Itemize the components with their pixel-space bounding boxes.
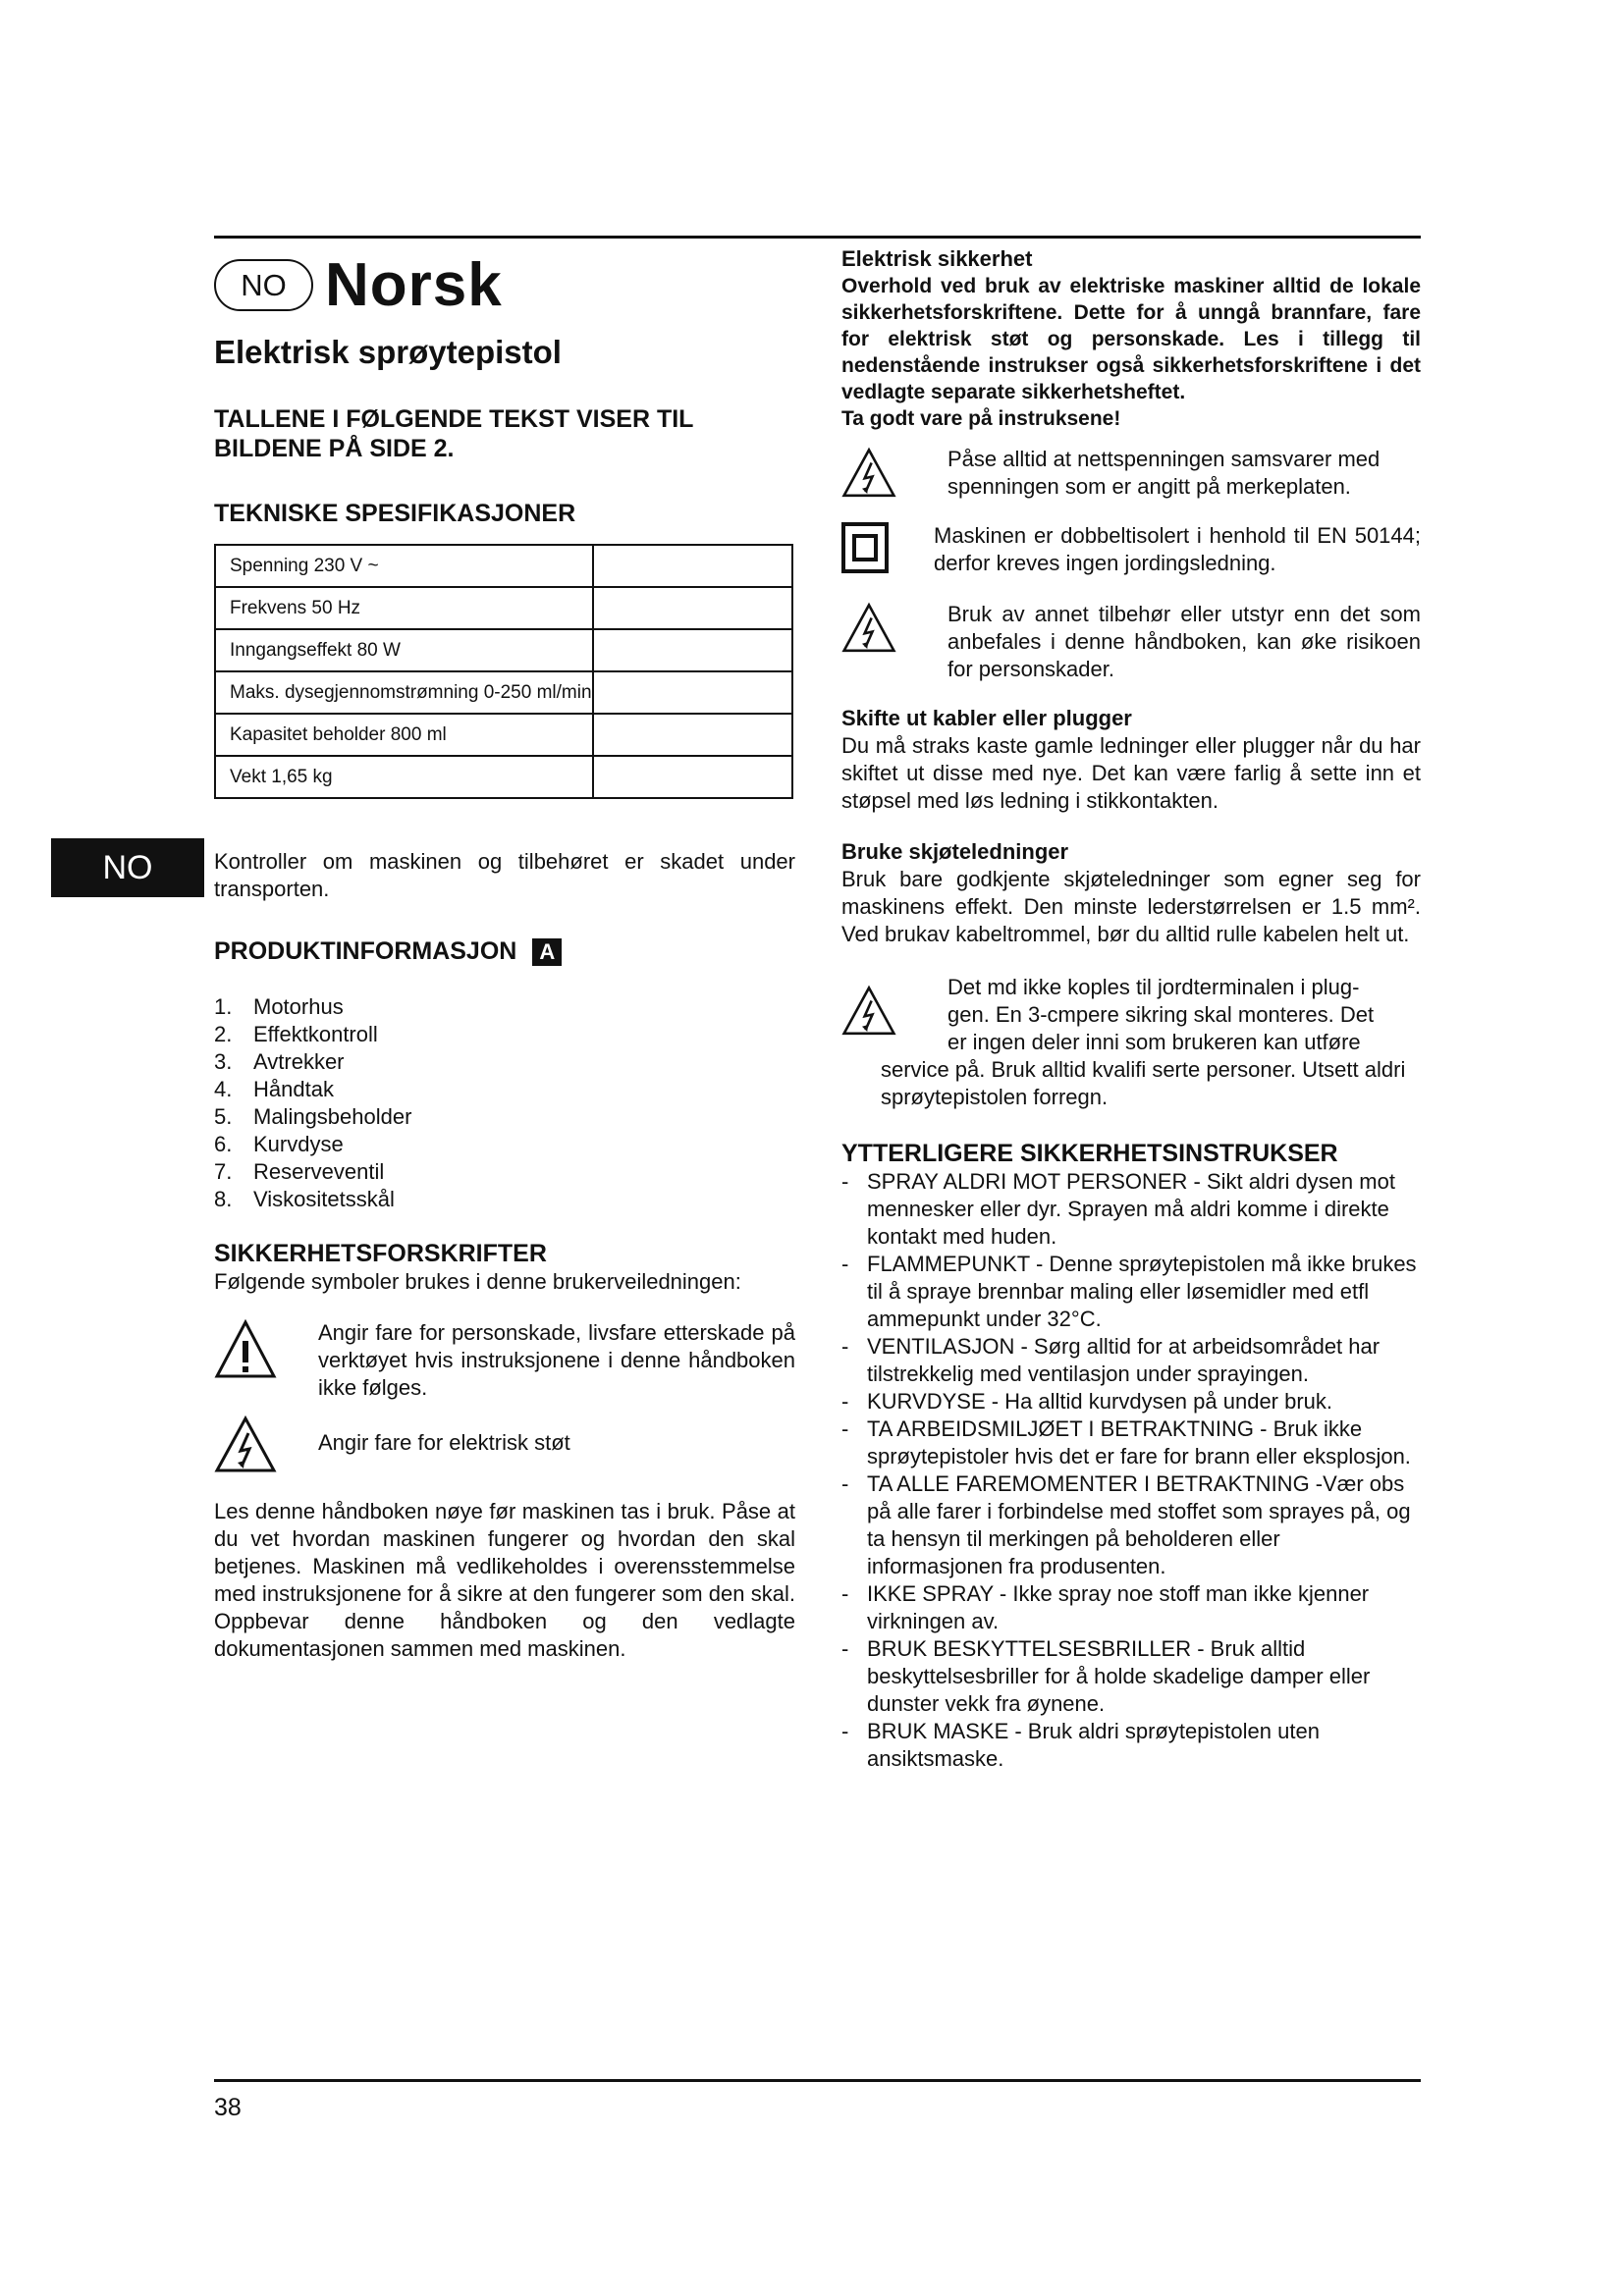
- double-insulated-row: [841, 522, 1421, 577]
- figure-ref-badge: A: [532, 938, 562, 966]
- safety-heading: SIKKERHETSFORSKRIFTER: [214, 1240, 547, 1268]
- ground-warning-line: Det md ikke koples til jordterminalen i plug-: [947, 975, 1360, 999]
- ground-warning-line: gen. En 3-cmpere sikring skal monteres. Det: [947, 1002, 1375, 1027]
- electric-symbol-text: Angir fare for elektrisk støt: [318, 1430, 570, 1456]
- safety-intro: Følgende symboler brukes i denne brukerveiledningen:: [214, 1269, 741, 1295]
- danger-symbol-row: [214, 1319, 795, 1402]
- voltage-warning-row: [841, 446, 1421, 501]
- spec-cell: Maks. dysegjennomstrømning 0-250 ml/min: [215, 671, 593, 714]
- left-column: [214, 250, 795, 1663]
- ground-warning-lines: [947, 974, 1374, 1056]
- cables-text: Du må straks kaste gamle ledninger eller plugger når du har skiftet ut disse med nye. Det kan være farlig å sette inn et støpsel med løs ledning i stikkontakten.: [841, 733, 1421, 813]
- list-item: 2. Effektkontroll: [214, 1022, 378, 1047]
- read-manual-paragraph: Les denne håndboken nøye før maskinen tas i bruk. Påse at du vet hvordan maskinen fungerer og hvordan den skal betjenes. Maskinen må vedlikeholdes i overensstemmelse med instruksjonene for å sikre at den fungerer som den skal. Oppbevar denne håndboken og den vedlagte dokumentasjonen sammen med maskinen.: [214, 1499, 795, 1662]
- spec-empty-cell: [593, 629, 792, 671]
- list-item: 7. Reserveventil: [214, 1159, 385, 1185]
- additional-instructions-list: [841, 1168, 1421, 1773]
- list-item: - TA ARBEIDSMILJØET I BETRAKTNING - Bruk ikke sprøytepistoler hvis det er fare for brann eller eksplosjon.: [841, 1416, 1411, 1468]
- list-item: - VENTILASJON - Sørg alltid for at arbeidsområdet har tilstrekkelig med ventilasjon under sprayingen.: [841, 1334, 1380, 1386]
- list-item: - FLAMMEPUNKT - Denne sprøytepistolen må ikke brukes til å spraye brennbar maling eller løsemidler med etfl ammepunkt under 32°C.: [841, 1252, 1417, 1331]
- list-item: - SPRAY ALDRI MOT PERSONER - Sikt aldri dysen mot mennesker eller dyr. Sprayen må aldri komme i direkte kontakt med huden.: [841, 1169, 1395, 1249]
- warning-exclamation-icon: [214, 1319, 277, 1380]
- right-column: [841, 245, 1421, 1773]
- product-parts-list: [214, 993, 795, 1213]
- double-insulation-icon: [841, 522, 889, 573]
- electric-shock-icon: [841, 446, 896, 501]
- spec-empty-cell: [593, 545, 792, 587]
- extension-text: Bruk bare godkjente skjøteledninger som egner seg for maskinens effekt. Den minste lederstørrelsen er 1.5 mm². Ved brukav kabeltrommel, bør du alltid rulle kabelen helt ut.: [841, 867, 1421, 946]
- bottom-rule: [214, 2079, 1421, 2082]
- page-number: 38: [214, 2094, 242, 2121]
- table-row: [215, 629, 792, 671]
- accessories-warning-row: [841, 601, 1421, 683]
- table-row: [215, 756, 792, 798]
- spec-cell: Inngangseffekt 80 W: [215, 629, 593, 671]
- table-row: [215, 714, 792, 756]
- specs-heading: TEKNISKE SPESIFIKASJONER: [214, 500, 576, 527]
- top-rule: [214, 236, 1421, 239]
- table-row: [215, 545, 792, 587]
- spec-empty-cell: [593, 714, 792, 756]
- list-item: - BRUK BESKYTTELSESBRILLER - Bruk alltid beskyttelsesbriller for å holde skadelige damper eller dunster vekk fra øynene.: [841, 1636, 1371, 1716]
- product-title: Elektrisk sprøytepistol: [214, 334, 562, 370]
- transport-note: Kontroller om maskinen og tilbehøret er skadet under transporten.: [214, 849, 795, 901]
- ground-warning-line: er ingen deler inni som brukeren kan utføre: [947, 1030, 1361, 1054]
- table-row: [215, 671, 792, 714]
- spec-cell: Frekvens 50 Hz: [215, 587, 593, 629]
- list-item: 6. Kurvdyse: [214, 1132, 344, 1157]
- list-item: 3. Avtrekker: [214, 1049, 345, 1075]
- spec-cell: Kapasitet beholder 800 ml: [215, 714, 593, 756]
- extension-heading: Bruke skjøteledninger: [841, 839, 1069, 864]
- list-item: - KURVDYSE - Ha alltid kurvdysen på under bruk.: [841, 1389, 1333, 1414]
- ground-warning-tail: service på. Bruk alltid kvalifi serte personer. Utsett aldri sprøytepistolen forregn.: [881, 1057, 1406, 1109]
- electric-symbol-row: [214, 1415, 795, 1474]
- list-item: 5. Malingsbeholder: [214, 1104, 412, 1130]
- specs-table: [214, 544, 793, 799]
- product-info-heading-text: PRODUKTINFORMASJON: [214, 937, 517, 965]
- table-row: [215, 587, 792, 629]
- language-badge: NO: [214, 259, 313, 311]
- additional-heading: YTTERLIGERE SIKKERHETSINSTRUKSER: [841, 1140, 1338, 1167]
- list-item: 1. Motorhus: [214, 994, 344, 1020]
- electric-shock-icon: [841, 984, 896, 1039]
- list-item: - TA ALLE FAREMOMENTER I BETRAKTNING -Vær obs på alle farer i forbindelse med stoffet som sprayes på, og ta hensyn til merkingen på beholderen eller informasjonen fra produsenten.: [841, 1471, 1411, 1578]
- language-header: [214, 250, 795, 320]
- list-item: - BRUK MASKE - Bruk aldri sprøytepistolen uten ansiktsmaske.: [841, 1719, 1320, 1771]
- electrical-heading: Elektrisk sikkerhet: [841, 246, 1033, 271]
- product-info-heading: [214, 936, 795, 966]
- electric-shock-icon: [841, 601, 896, 656]
- intro-note: TALLENE I FØLGENDE TEKST VISER TIL BILDENE PÅ SIDE 2.: [214, 405, 693, 462]
- electric-shock-icon: [214, 1415, 277, 1474]
- list-item: 8. Viskositetsskål: [214, 1187, 395, 1212]
- spec-empty-cell: [593, 671, 792, 714]
- list-item: 4. Håndtak: [214, 1077, 334, 1102]
- voltage-warning-text: Påse alltid at nettspenningen samsvarer med spenningen som er angitt på merkeplaten.: [947, 447, 1380, 499]
- spec-cell: Vekt 1,65 kg: [215, 756, 593, 798]
- cables-heading: Skifte ut kabler eller plugger: [841, 706, 1132, 730]
- accessories-warning-text: Bruk av annet tilbehør eller utstyr enn det som anbefales i denne håndboken, kan øke risikoen for personskader.: [947, 602, 1421, 681]
- spec-empty-cell: [593, 756, 792, 798]
- language-title: Norsk: [325, 251, 503, 319]
- electrical-bold-text: Overhold ved bruk av elektriske maskiner alltid de lokale sikkerhetsforskriftene. Dette for å unngå brannfare, fare for elektrisk støt og personskade. Les i tillegg til nedenstående instrukser også sikkerhetsforskriftene i det vedlagte separate sikkerhetsheftet.: [841, 275, 1421, 403]
- danger-symbol-text: Angir fare for personskade, livsfare etterskade på verktøyet hvis instruksjonene i denne håndboken ikke følges.: [318, 1320, 795, 1401]
- keep-instructions: Ta godt vare på instruksene!: [841, 407, 1121, 430]
- spec-cell: Spenning 230 V ~: [215, 545, 593, 587]
- language-side-tab: NO: [51, 838, 204, 897]
- list-item: - IKKE SPRAY - Ikke spray noe stoff man ikke kjenner virkningen av.: [841, 1581, 1370, 1633]
- spec-empty-cell: [593, 587, 792, 629]
- ground-warning-row: [841, 974, 1421, 1056]
- double-insulated-text: Maskinen er dobbeltisolert i henhold til EN 50144; derfor kreves ingen jordingsledning.: [934, 523, 1421, 575]
